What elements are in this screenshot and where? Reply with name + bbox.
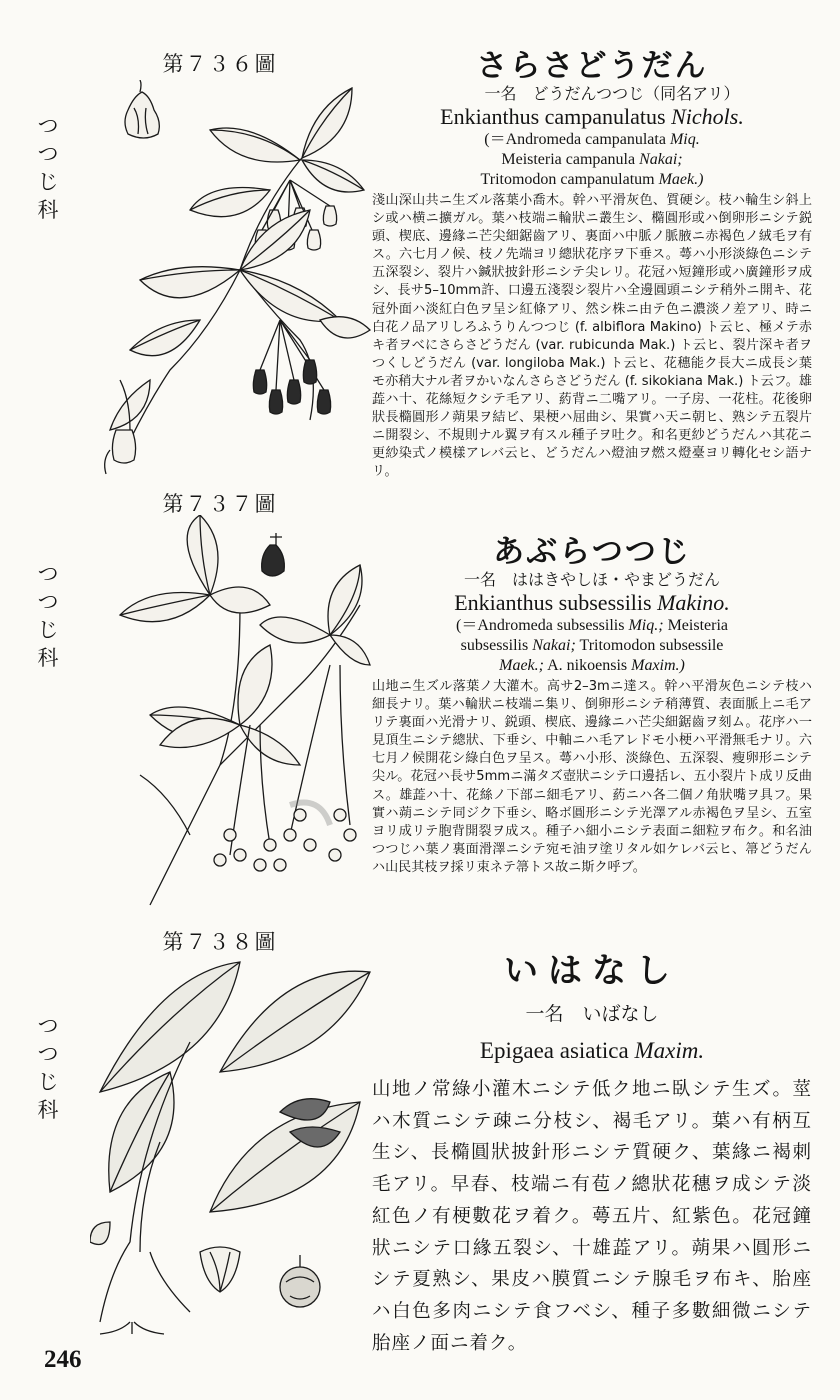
family-label-738 — [26, 1012, 70, 1124]
figure-label-738: 第７３８圖 — [162, 930, 278, 954]
description-text: 山地ノ常綠小灌木ニシテ低ク地ニ臥シテ生ズ。莖ハ木質ニシテ疎ニ分枝シ、褐毛アリ。葉ハ有柄互生シ、長橢圓狀披針形ニシテ質硬ク、葉緣ニ褐刺毛アリ。早春、枝端ニ有苞ノ總狀花穗ヲ成シテ淡紅色ノ有梗數花ヲ着ク。蕚五片、紅紫色。花冠鐘狀ニシテ口緣五裂シ、十雄蕋アリ。蒴果ハ圓形ニシテ夏熟シ、果皮ハ膜質ニシテ腺毛ヲ布キ、胎座ハ白色多肉ニシテ食フベシ、種子多數細微ニシテ胎座ノ面ニ着ク。 — [372, 1079, 812, 1354]
synonym-text: A. nikoensis — [547, 657, 628, 674]
synonym-line — [372, 170, 812, 190]
scientific-name — [372, 104, 812, 130]
alternate-name: 一名 ははきやしほ・やまどうだん — [463, 570, 720, 589]
japanese-name: さらさどうだん — [476, 48, 708, 84]
synonym-line — [372, 616, 812, 636]
family-label-736 — [26, 112, 70, 224]
family-char: つ — [37, 562, 59, 586]
family-char: 科 — [37, 646, 59, 670]
synonym-text: (＝Andromeda subsessilis — [456, 617, 625, 634]
synonym-text: Tritomodon subsessile — [579, 637, 724, 654]
synonym-text: Meisteria — [667, 617, 728, 634]
illustration-enkianthus-campanulatus — [90, 80, 372, 480]
synonym-author: Nakai; — [532, 637, 576, 654]
illustration-enkianthus-subsessilis — [90, 515, 372, 915]
japanese-name: いはなし — [504, 951, 680, 991]
scientific-name-text: Enkianthus campanulatus — [440, 104, 666, 129]
synonym-line — [372, 150, 812, 170]
synonym-text: Meisteria campanula — [501, 151, 636, 168]
scientific-name-author: Nichols. — [671, 104, 744, 129]
japanese-name: あぶらつつじ — [493, 534, 691, 570]
synonym-author: Miq.; — [628, 617, 664, 634]
entry-iwanashi — [372, 950, 812, 1359]
scientific-name-author: Makino. — [657, 590, 730, 615]
family-label-737 — [26, 560, 70, 672]
figure-label-737: 第７３７圖 — [162, 492, 278, 516]
figure-label-736: 第７３６圖 — [162, 52, 278, 76]
scientific-name-text: Enkianthus subsessilis — [454, 590, 652, 615]
scientific-name-author: Maxim. — [634, 1038, 705, 1063]
family-char: じ — [37, 618, 59, 642]
synonym-author: Nakai; — [639, 151, 683, 168]
synonym-author: Maxim.) — [631, 657, 685, 674]
family-char: つ — [37, 1014, 59, 1038]
family-char: 科 — [37, 1098, 59, 1122]
family-char: つ — [37, 590, 59, 614]
synonym-text: Tritomodon campanulatum — [480, 171, 655, 188]
scientific-name — [372, 590, 812, 616]
scientific-name — [372, 1034, 812, 1068]
synonym-author: Miq. — [669, 131, 700, 148]
scientific-name-text: Epigaea asiatica — [479, 1038, 629, 1063]
synonym-text: subsessilis — [460, 637, 529, 654]
family-char: つ — [37, 114, 59, 138]
alternate-name: 一名 いばなし — [525, 1003, 659, 1025]
entry-sarasa-doudan — [372, 48, 812, 482]
description-text: 淺山深山共ニ生ズル落葉小喬木。幹ハ平滑灰色、質硬シ。枝ハ輪生シ斜上シ或ハ横ニ擴ガル。葉ハ枝端ニ輪狀ニ叢生シ、橢圓形或ハ倒卵形ニシテ鋭頭、楔底、邊緣ニ芒尖細鋸齒アリ、裏面ハ中脈ノ脈腋ニ赤褐色ノ絨毛ヲ有ス。六七月ノ候、枝ノ先端ヨリ總狀花序ヲ下垂ス。蕚ハ小形淡綠色ニシテ五深裂シ、裂片ハ鍼狀披針形ニシテ尖レリ。花冠ハ短鐘形或ハ廣鐘形ヲ成シ、長サ5–10mm許、口邊五淺裂シ裂片ハ全邊圓頭ニシテ稍外ニ開キ、花冠外面ハ淡紅白色ヲ呈シ紅條アリ、然シ株ニ由テ色ニ濃淡ノ差アリ、時ニ白花ノ品アリしろふうりんつつじ (f. albiflora Makino) ト云ヒ、極メテ赤キ者ヲべにさらさどうだん (var. rubicunda Mak.) ト云ヒ、裂片深キ者ヲつくしどうだん (var. longiloba Mak.) ト云ヒ、花穗能ク長大ニ成長シ葉モ亦稍大ナル者ヲかいなんさらさどうだん (f. sikokiana Mak.) ト云フ。雄蕋ハ十、花絲短クシテ毛アリ、葯背ニ二嘴アリ。一子房、一花柱。花後卵狀長橢圓形ノ蒴果ヲ結ビ、果梗ハ屈曲シ、果實ハ天ニ朝ヒ、熟シテ五裂片ニ開裂シ、不規則ナル翼ヲ有スル種子ヲ吐ク。和名更紗どうだんハ其花ニ更紗染式ノ模樣アレバ云ヒ、どうだんハ燈油ヲ燃ス燈臺ヨリ轉化セシ語ナリ。 — [372, 193, 812, 480]
family-char: つ — [37, 142, 59, 166]
synonym-author: Maek.; — [499, 657, 544, 674]
family-char: 科 — [37, 198, 59, 222]
page-number: 246 — [44, 1346, 82, 1373]
family-char: じ — [37, 1070, 59, 1094]
synonym-line — [372, 656, 812, 676]
illustration-epigaea-asiatica — [90, 952, 372, 1337]
family-char: じ — [37, 170, 59, 194]
alternate-name: 一名 どうだんつつじ（同名アリ） — [484, 84, 740, 103]
synonym-author: Maek.) — [658, 171, 704, 188]
synonym-text: (＝Andromeda campanulata — [484, 131, 666, 148]
description-text: 山地ニ生ズル落葉ノ大灌木。高サ2–3mニ達ス。幹ハ平滑灰色ニシテ枝ハ細長ナリ。葉ハ輪狀ニ枝端ニ集リ、倒卵形ニシテ稍薄質、表面脈上ニ毛アリテ裏面ハ光滑ナリ、鋭頭、楔底、邊緣ニハ芒尖細鋸齒ヲ刻ム。花序ハ一見頂生ニシテ總狀、下垂シ、中軸ニハ毛アレドモ小梗ハ平滑無毛ナリ。六七月ノ候開花シ綠白色ヲ呈ス。蕚ハ小形、淡綠色、五深裂、瘦卵形ニシテ尖ル。花冠ハ長サ5mmニ滿タズ壺狀ニシテ口邊括レ、五小裂片ト成リ反曲ス。雄蕋ハ十、花絲ノ下部ニ細毛アリ、葯ニハ各二個ノ角狀嘴ヲ具フ。果實ハ蒴ニシテ同ジク下垂シ、略ボ圓形ニシテ光澤アル赤褐色ヲ呈シ、五室ヨリ成リテ胞背開裂ヲ成ス。種子ハ細小ニシテ表面ニ細粒ヲ布ク。和名油つつじハ葉ノ裏面滑澤ニシテ宛モ油ヲ塗リタル如ケレバ云ヒ、箒どうだんハ山民其枝ヲ採リ束ネテ箒トス故ニ斯ク呼ブ。 — [372, 679, 812, 875]
synonym-line — [372, 636, 812, 656]
family-char: つ — [37, 1042, 59, 1066]
entry-abura-tsutsuji — [372, 534, 812, 877]
synonym-line — [372, 130, 812, 150]
